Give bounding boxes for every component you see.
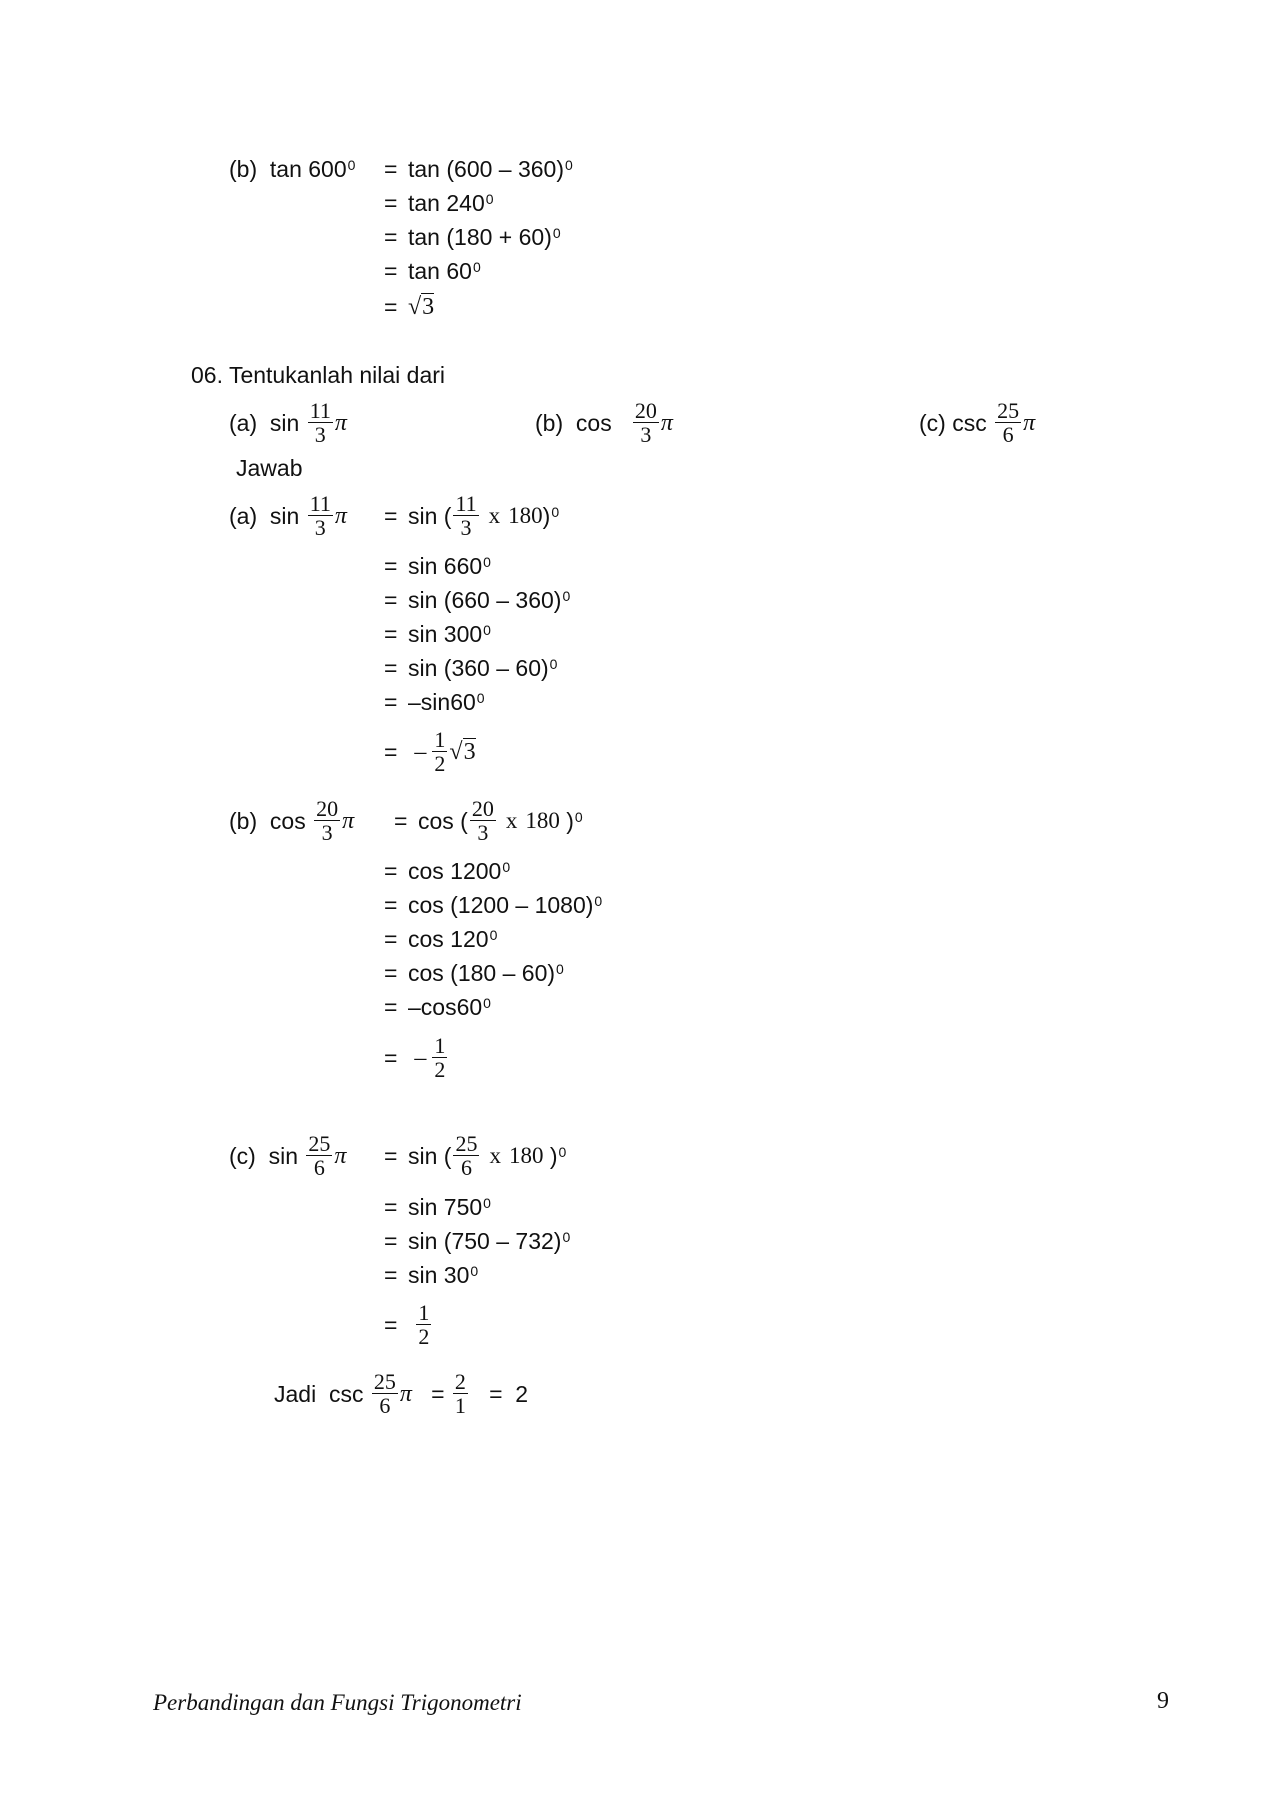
fraction: $\frac{11}{3}$ [309, 491, 331, 540]
fraction: $\frac{11}{3}$ [455, 491, 477, 540]
part-b-first-step: = cos ( $\frac{20}{3}$ x 180 ) $^0$ [394, 796, 583, 845]
step-line: = tan (600 – 360) $^0$ [384, 155, 573, 182]
fraction: $\frac{25}{6}$ [308, 1131, 331, 1180]
pi-symbol: π [334, 409, 347, 436]
fraction: $\frac{1}{2}$ [434, 727, 446, 776]
step-line: = sin 300 $^0$ [384, 620, 491, 647]
part-c-lhs: (c) sin $\frac{25}{6}$ π [229, 1131, 347, 1180]
prev-b-first-line: (b) tan 600 $^0$ [229, 155, 356, 182]
step-line: = √3 [384, 293, 435, 320]
step-line: = tan 60 $^0$ [384, 257, 481, 284]
pi-symbol: π [342, 807, 355, 834]
step-line: = sin (360 – 60) $^0$ [384, 654, 558, 681]
step-line: = tan 240 $^0$ [384, 189, 494, 216]
step-line: = sin (660 – 360) $^0$ [384, 586, 571, 613]
part-c-conclusion: Jadi csc $\frac{25}{6}$ π = $\frac{2}{1}$ = 2 [274, 1369, 529, 1418]
step-line: = cos 1200 $^0$ [384, 857, 511, 884]
pi-symbol: π [399, 1380, 412, 1407]
step-line: = –sin60 $^0$ [384, 688, 485, 715]
fraction: $\frac{25}{6}$ [997, 398, 1020, 447]
answer-label: Jawab [236, 455, 303, 481]
step-line: = sin (750 – 732) $^0$ [384, 1227, 571, 1254]
fraction: $\frac{1}{2}$ [418, 1300, 430, 1349]
page-number: 9 [1157, 1688, 1169, 1714]
question-b: (b) cos $\frac{20}{3}$ π [535, 398, 673, 447]
step-line: = cos (180 – 60) $^0$ [384, 959, 564, 986]
step-line: = cos 120 $^0$ [384, 925, 498, 952]
part-label: (b) [229, 155, 258, 182]
fraction: $\frac{20}{3}$ [471, 796, 494, 845]
footer-title: Perbandingan dan Fungsi Trigonometri [153, 1690, 522, 1715]
sqrt-expression: √3 [408, 294, 435, 320]
problem-06-heading: 06. Tentukanlah nilai dari [191, 362, 446, 388]
pi-symbol: π [334, 1142, 347, 1169]
fraction: $\frac{2}{1}$ [454, 1369, 466, 1418]
fraction: $\frac{1}{2}$ [434, 1033, 446, 1082]
pi-symbol: π [1023, 409, 1036, 436]
part-a-first-step: = sin ( $\frac{11}{3}$ x 180 ) $^0$ [384, 491, 560, 540]
step-line: = tan (180 + 60) $^0$ [384, 223, 561, 250]
part-b-lhs: (b) cos $\frac{20}{3}$ π [229, 796, 355, 845]
part-b-result: = – $\frac{1}{2}$ [384, 1033, 446, 1082]
step-line: = –cos60 $^0$ [384, 993, 491, 1020]
part-c-first-step: = sin ( $\frac{25}{6}$ x 180 ) $^0$ [384, 1131, 567, 1180]
fraction: $\frac{20}{3}$ [634, 398, 657, 447]
question-c: (c) csc $\frac{25}{6}$ π [919, 398, 1036, 447]
fraction: $\frac{20}{3}$ [316, 796, 339, 845]
part-a-result: = – $\frac{1}{2}$ √3 [384, 727, 476, 776]
fraction: $\frac{25}{6}$ [373, 1369, 396, 1418]
pi-symbol: π [660, 409, 673, 436]
part-a-lhs: (a) sin $\frac{11}{3}$ π [229, 491, 347, 540]
step-line: = sin 30 $^0$ [384, 1261, 479, 1288]
fraction: $\frac{11}{3}$ [309, 398, 331, 447]
fraction: $\frac{25}{6}$ [455, 1131, 478, 1180]
pi-symbol: π [334, 502, 347, 529]
step-line: = sin 660 $^0$ [384, 552, 491, 579]
step-line: = cos (1200 – 1080) $^0$ [384, 891, 603, 918]
question-a: (a) sin $\frac{11}{3}$ π [229, 398, 347, 447]
step-line: = sin 750 $^0$ [384, 1193, 491, 1220]
part-c-result: = $\frac{1}{2}$ [384, 1300, 430, 1349]
sqrt-expression: √3 [449, 739, 476, 765]
